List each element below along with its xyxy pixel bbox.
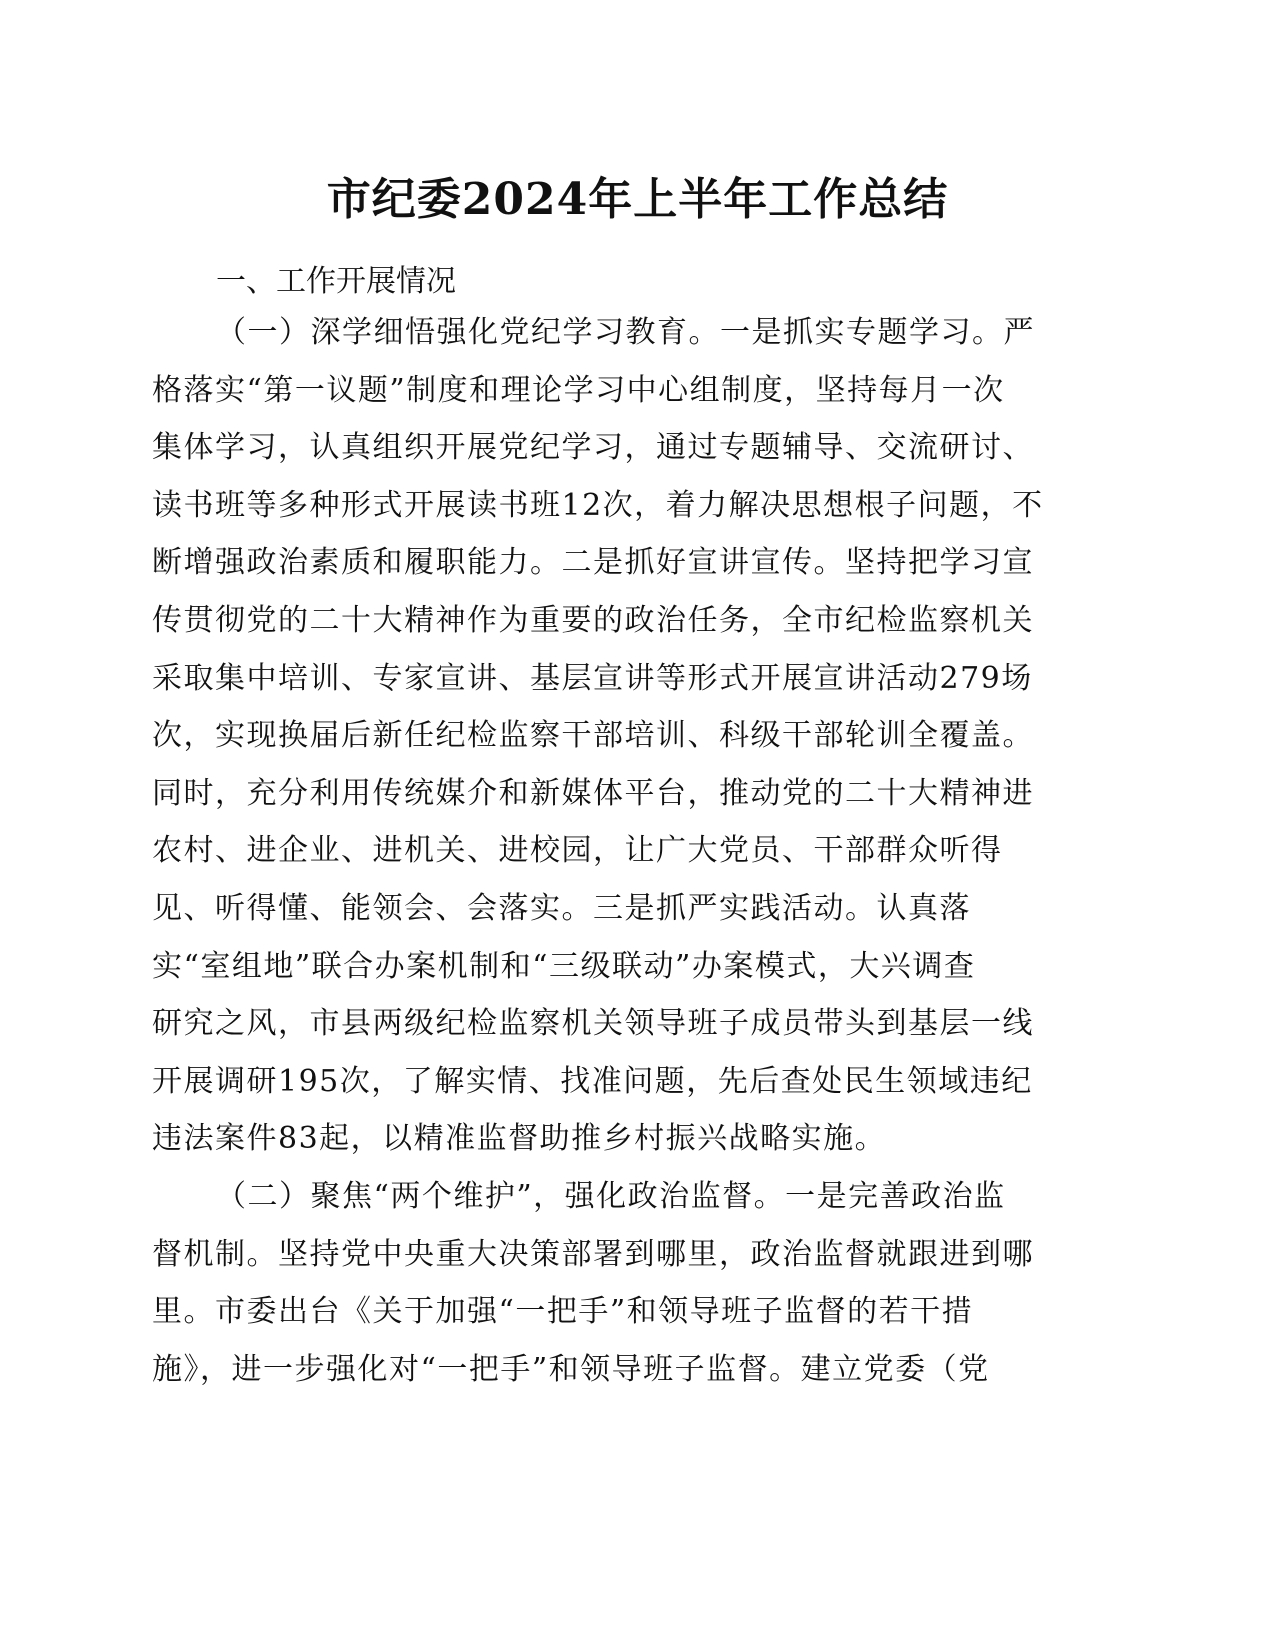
paragraph-line: 集体学习，认真组织开展党纪学习，通过专题辅导、交流研讨、: [152, 430, 1034, 466]
paragraph-line: 同时，充分利用传统媒介和新媒体平台，推动党的二十大精神进: [152, 775, 1034, 811]
paragraph-line: 违法案件83起，以精准监督助推乡村振兴战略实施。: [152, 1121, 887, 1157]
section-heading: 一、工作开展情况: [216, 264, 456, 299]
paragraph-line: 读书班等多种形式开展读书班12次，着力解决思想根子问题，不: [152, 487, 1044, 523]
paragraph-line: 研究之风，市县两级纪检监察机关领导班子成员带头到基层一线: [152, 1006, 1034, 1042]
paragraph-line: 督机制。坚持党中央重大决策部署到哪里，政治监督就跟进到哪: [152, 1236, 1034, 1272]
paragraph-line: 传贯彻党的二十大精神作为重要的政治任务，全市纪检监察机关: [152, 602, 1034, 638]
paragraph-line: 断增强政治素质和履职能力。二是抓好宣讲宣传。坚持把学习宣: [152, 545, 1034, 581]
paragraph-line: （二）聚焦“两个维护”，强化政治监督。一是完善政治监: [216, 1178, 1006, 1214]
paragraph-line: 格落实“第一议题”制度和理论学习中心组制度，坚持每月一次: [152, 372, 1005, 408]
paragraph-line: 农村、进企业、进机关、进校园，让广大党员、干部群众听得: [152, 833, 1003, 869]
paragraph-line: 开展调研195次，了解实情、找准问题，先后查处民生领域违纪: [152, 1063, 1033, 1099]
paragraph-line: 实“室组地”联合办案机制和“三级联动”办案模式，大兴调查: [152, 948, 976, 984]
paragraph-line: 采取集中培训、专家宣讲、基层宣讲等形式开展宣讲活动279场: [152, 660, 1033, 696]
paragraph-line: （一）深学细悟强化党纪学习教育。一是抓实专题学习。严: [216, 315, 1035, 350]
document-body: [152, 304, 1127, 1398]
paragraph-line: 次，实现换届后新任纪检监察干部培训、科级干部轮训全覆盖。: [152, 718, 1034, 754]
paragraph-line: 施》，进一步强化对“一把手”和领导班子监督。建立党委（党: [152, 1351, 990, 1387]
paragraph-line: 里。市委出台《关于加强“一把手”和领导班子监督的若干措: [152, 1294, 974, 1330]
document-title: 市纪委2024年上半年工作总结: [326, 174, 949, 225]
paragraph-line: 见、听得懂、能领会、会落实。三是抓严实践活动。认真落: [152, 890, 971, 926]
